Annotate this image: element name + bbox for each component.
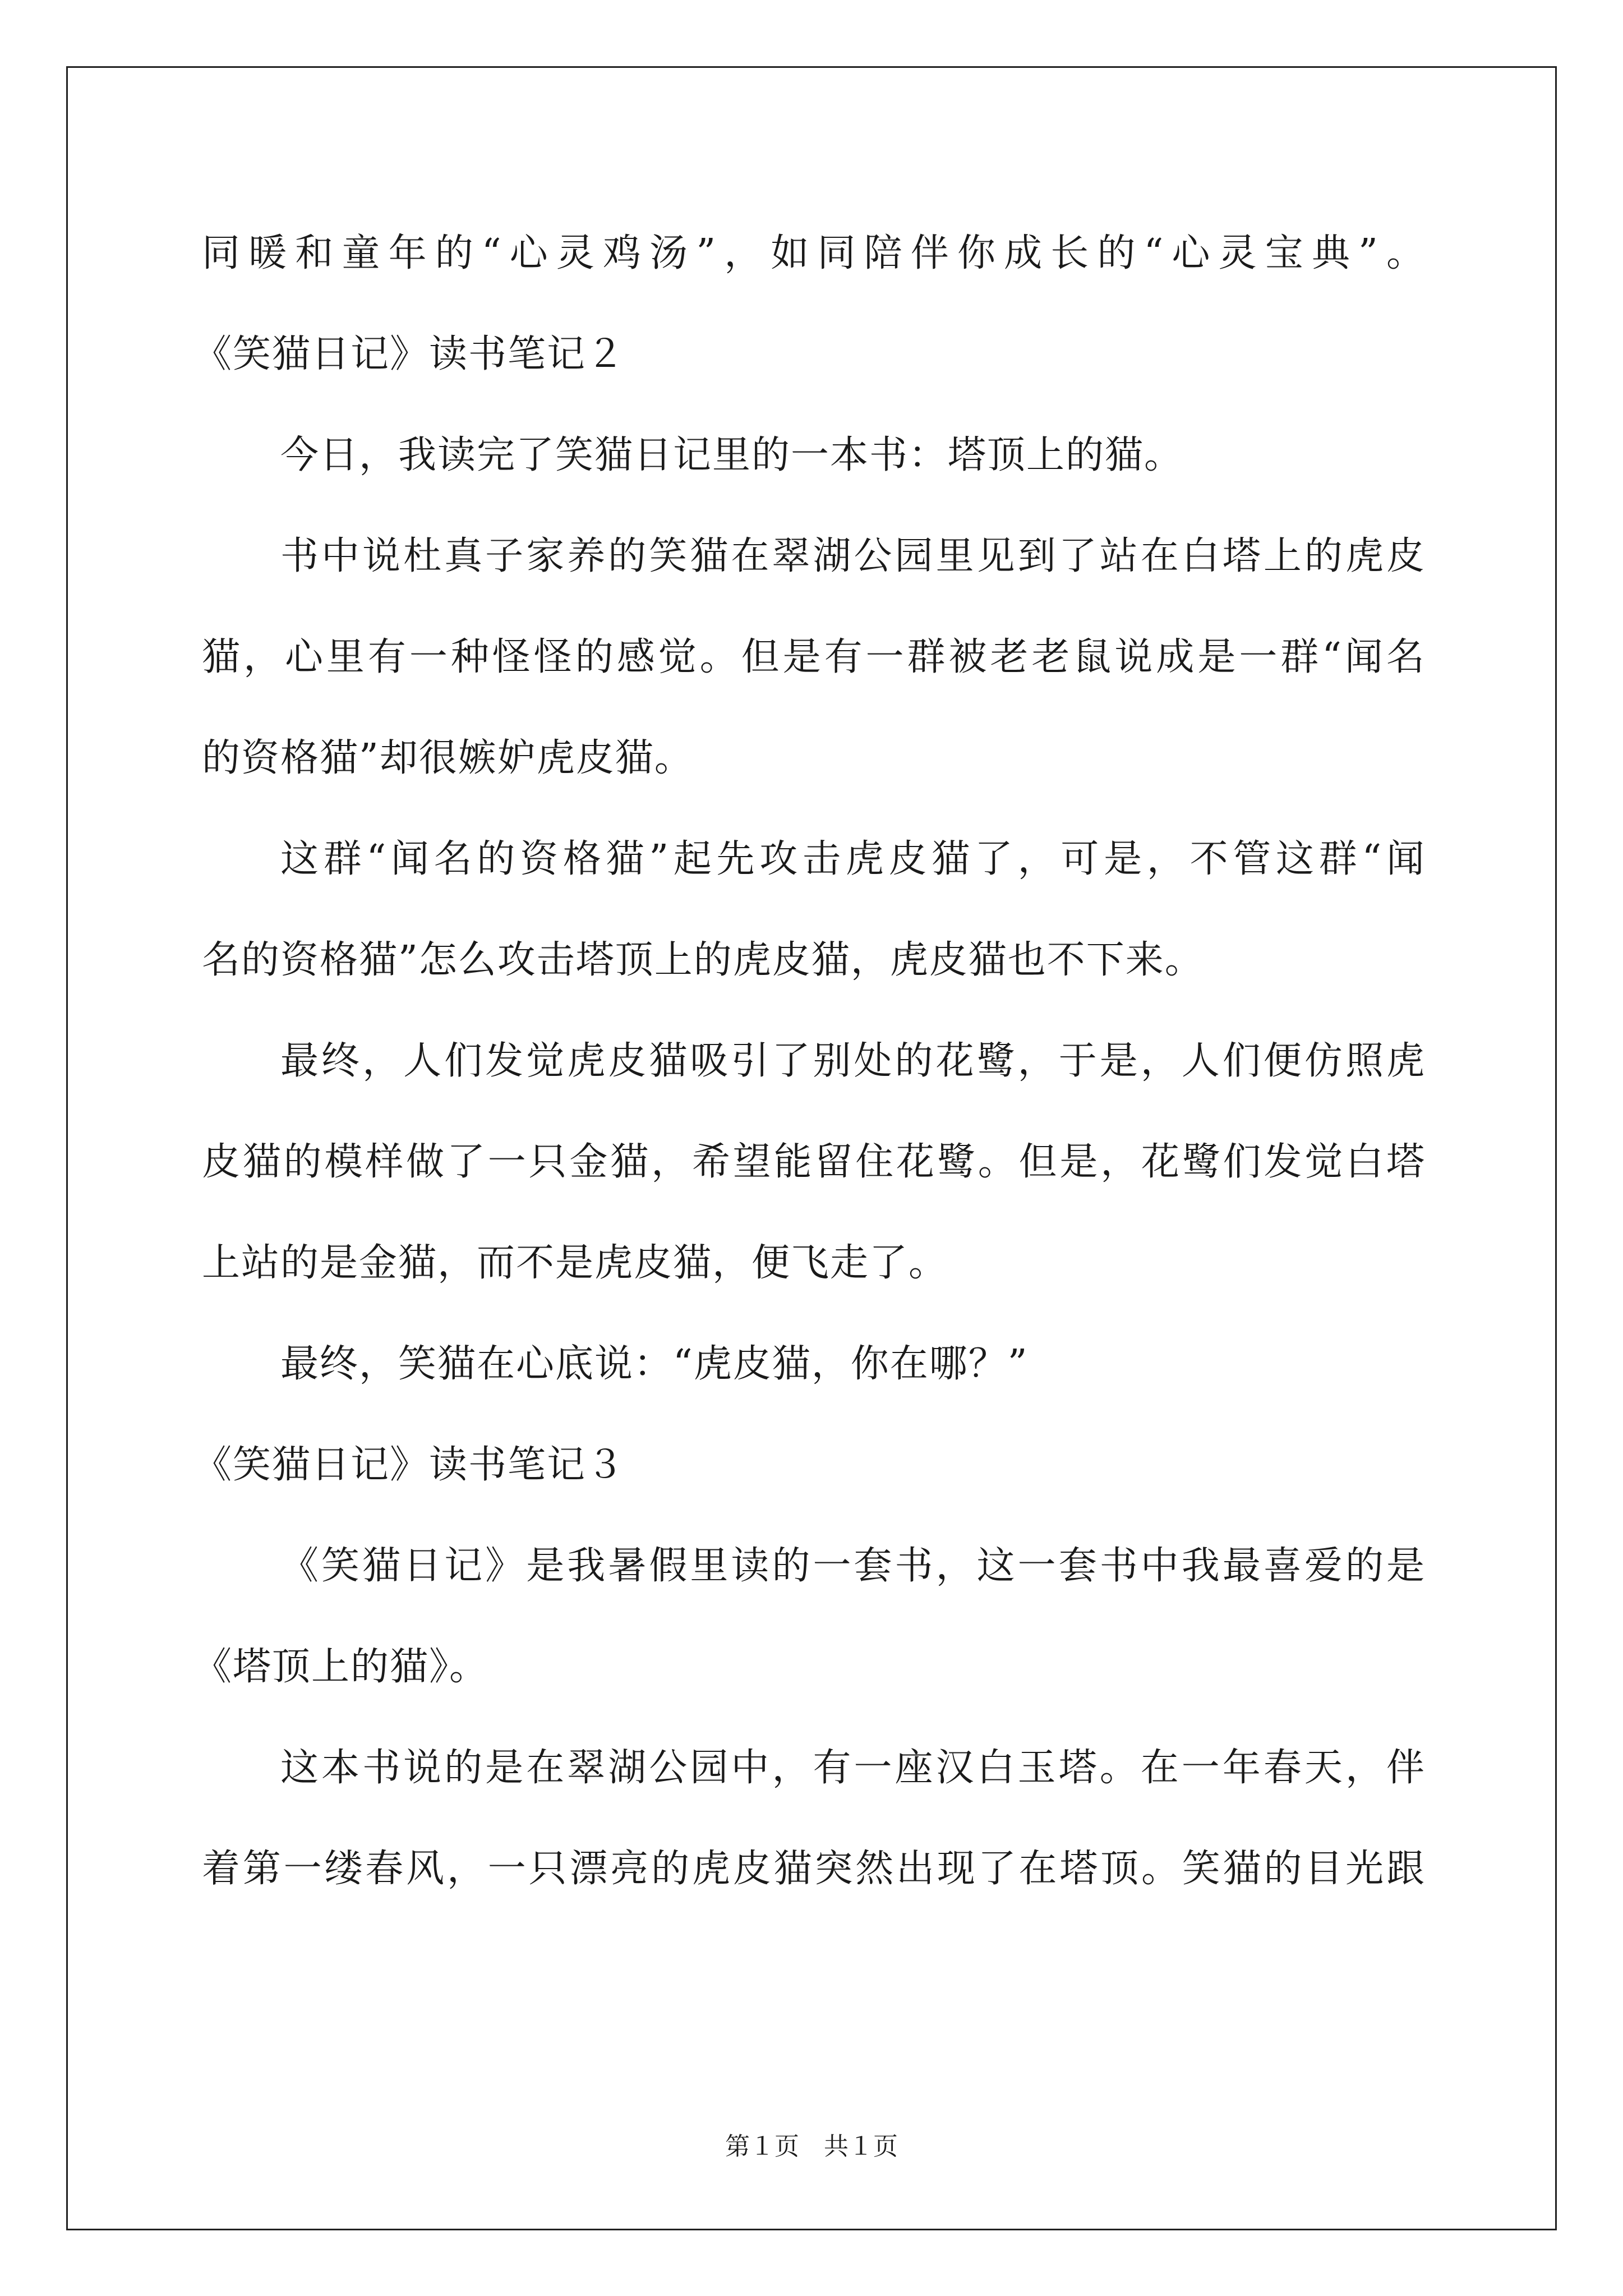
paragraph-line: 这群“闻名的资格猫”起先攻击虎皮猫了，可是，不管这群“闻 [280, 837, 1424, 881]
paragraph-line: 上站的是金猫，而不是虎皮猫，便飞走了。 [202, 1241, 948, 1285]
paragraph-line: 名的资格猫”怎么攻击塔顶上的虎皮猫，虎皮猫也不下来。 [202, 938, 1204, 982]
paragraph-line: 《笑猫日记》是我暑假里读的一套书，这一套书中我最喜爱的是 [280, 1544, 1424, 1588]
section-heading: 《笑猫日记》读书笔记２ [193, 332, 626, 376]
paragraph-line: 这本书说的是在翠湖公园中，有一座汉白玉塔。在一年春天，伴 [280, 1746, 1424, 1790]
paragraph-line: 的资格猫”却很嫉妒虎皮猫。 [202, 736, 694, 780]
page-footer [0, 2134, 1623, 2159]
section-heading: 《笑猫日记》读书笔记３ [193, 1443, 626, 1487]
paragraph-line: 着第一缕春风，一只漂亮的虎皮猫突然出现了在塔顶。笑猫的目光跟 [202, 1847, 1424, 1891]
paragraph-line: 《塔顶上的猫》。 [193, 1645, 489, 1689]
paragraph-line: 书中说杜真子家养的笑猫在翠湖公园里见到了站在白塔上的虎皮 [280, 534, 1424, 578]
paragraph-line: 猫，心里有一种怪怪的感觉。但是有一群被老老鼠说成是一群“闻名 [202, 635, 1424, 679]
paragraph-line: 最终，笑猫在心底说：“虎皮猫，你在哪？” [280, 1342, 1029, 1386]
paragraph-line: 最终，人们发觉虎皮猫吸引了别处的花鹭，于是，人们便仿照虎 [280, 1039, 1424, 1083]
paragraph-line: 今日，我读完了笑猫日记里的一本书：塔顶上的猫。 [280, 433, 1184, 477]
text-line: 同暖和童年的“心灵鸡汤”，如同陪伴你成长的“心灵宝典”。 [202, 231, 1424, 275]
paragraph-line: 皮猫的模样做了一只金猫，希望能留住花鹭。但是，花鹭们发觉白塔 [202, 1140, 1424, 1184]
page-number-label: 第１页 共１页 [725, 2132, 898, 2161]
